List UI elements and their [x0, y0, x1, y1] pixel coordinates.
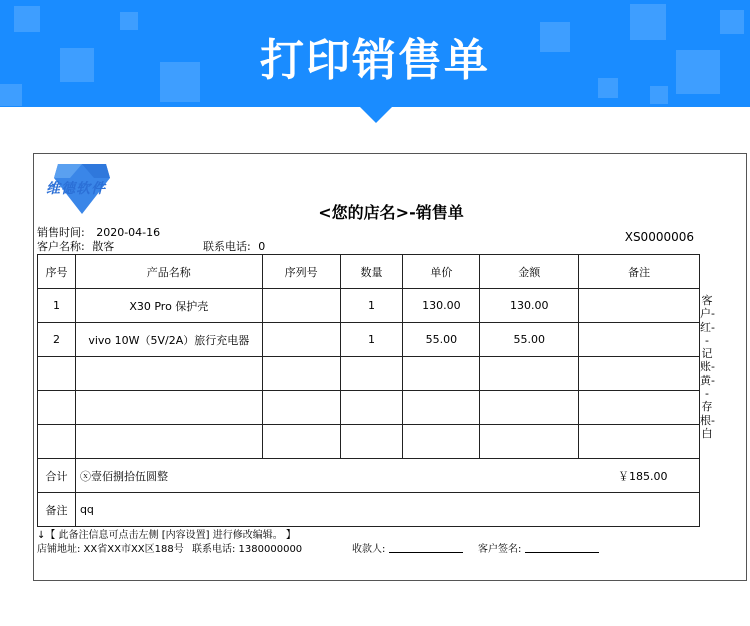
cell-remark	[579, 323, 700, 357]
cell-remark	[579, 289, 700, 323]
header-banner	[0, 0, 750, 107]
customer-name	[37, 238, 114, 254]
sale-time-label: 销售时间:	[37, 226, 85, 239]
receiver-label: 收款人:	[352, 544, 386, 555]
customer-label: 客户名称:	[37, 240, 85, 253]
cell-product: X30 Pro 保护壳	[75, 289, 262, 323]
cell-unit-price: 55.00	[403, 323, 480, 357]
total-label: 合计	[38, 459, 76, 493]
receiver-signature-line	[389, 552, 463, 553]
footer-contact: 联系电话: 1380000000	[192, 544, 303, 555]
document-title: <您的店名>-销售单	[318, 203, 464, 222]
total-row	[38, 459, 700, 493]
copy-distribution-note: 客户-红--记账-黄--存根-白	[700, 294, 715, 440]
table-row	[38, 323, 700, 357]
column-header: 金额	[480, 255, 579, 289]
sales-slip	[33, 153, 747, 581]
empty-row	[38, 391, 700, 425]
column-header: 产品名称	[75, 255, 262, 289]
phone-value: 0	[258, 240, 266, 253]
column-header: 备注	[579, 255, 700, 289]
total-cell	[75, 459, 699, 493]
total-amount: ￥185.00	[617, 470, 668, 483]
receiver-field	[352, 540, 463, 555]
cell-quantity: 1	[340, 323, 403, 357]
cell-index: 1	[38, 289, 76, 323]
customer-signature-line	[525, 552, 599, 553]
document-number: XS0000006	[624, 230, 694, 244]
footer-hint: ↓【 此备注信息可点击左侧 [内容设置] 进行修改编辑。 】	[37, 530, 296, 541]
logo-text: 维德软件	[46, 181, 106, 197]
cell-serial	[262, 289, 340, 323]
empty-row	[38, 425, 700, 459]
decor-square	[650, 86, 668, 104]
remark-value: qq	[75, 493, 699, 527]
total-in-words: ⓧ壹佰捌拾伍圆整	[79, 469, 168, 483]
cell-amount: 55.00	[480, 323, 579, 357]
cell-quantity: 1	[340, 289, 403, 323]
table-header-row	[38, 255, 700, 289]
items-table	[37, 254, 700, 527]
column-header: 单价	[403, 255, 480, 289]
cell-index: 2	[38, 323, 76, 357]
contact-phone	[203, 238, 265, 254]
column-header: 序号	[38, 255, 76, 289]
remark-label: 备注	[38, 493, 76, 527]
phone-label: 联系电话:	[203, 240, 251, 253]
column-header: 数量	[340, 255, 403, 289]
banner-pointer	[359, 106, 393, 123]
table-row	[38, 289, 700, 323]
cell-unit-price: 130.00	[403, 289, 480, 323]
cell-serial	[262, 323, 340, 357]
banner-title: 打印销售单	[260, 35, 490, 86]
sale-time-value: 2020-04-16	[96, 226, 161, 239]
cell-amount: 130.00	[480, 289, 579, 323]
column-header: 序列号	[262, 255, 340, 289]
footer-address: 店铺地址: XX省XX市XX区188号	[37, 544, 184, 555]
cell-product: vivo 10W（5V/2A）旅行充电器	[75, 323, 262, 357]
customer-sign-field	[478, 540, 599, 555]
remark-row	[38, 493, 700, 527]
customer-sign-label: 客户签名:	[478, 544, 522, 555]
empty-row	[38, 357, 700, 391]
customer-value: 散客	[92, 240, 115, 253]
